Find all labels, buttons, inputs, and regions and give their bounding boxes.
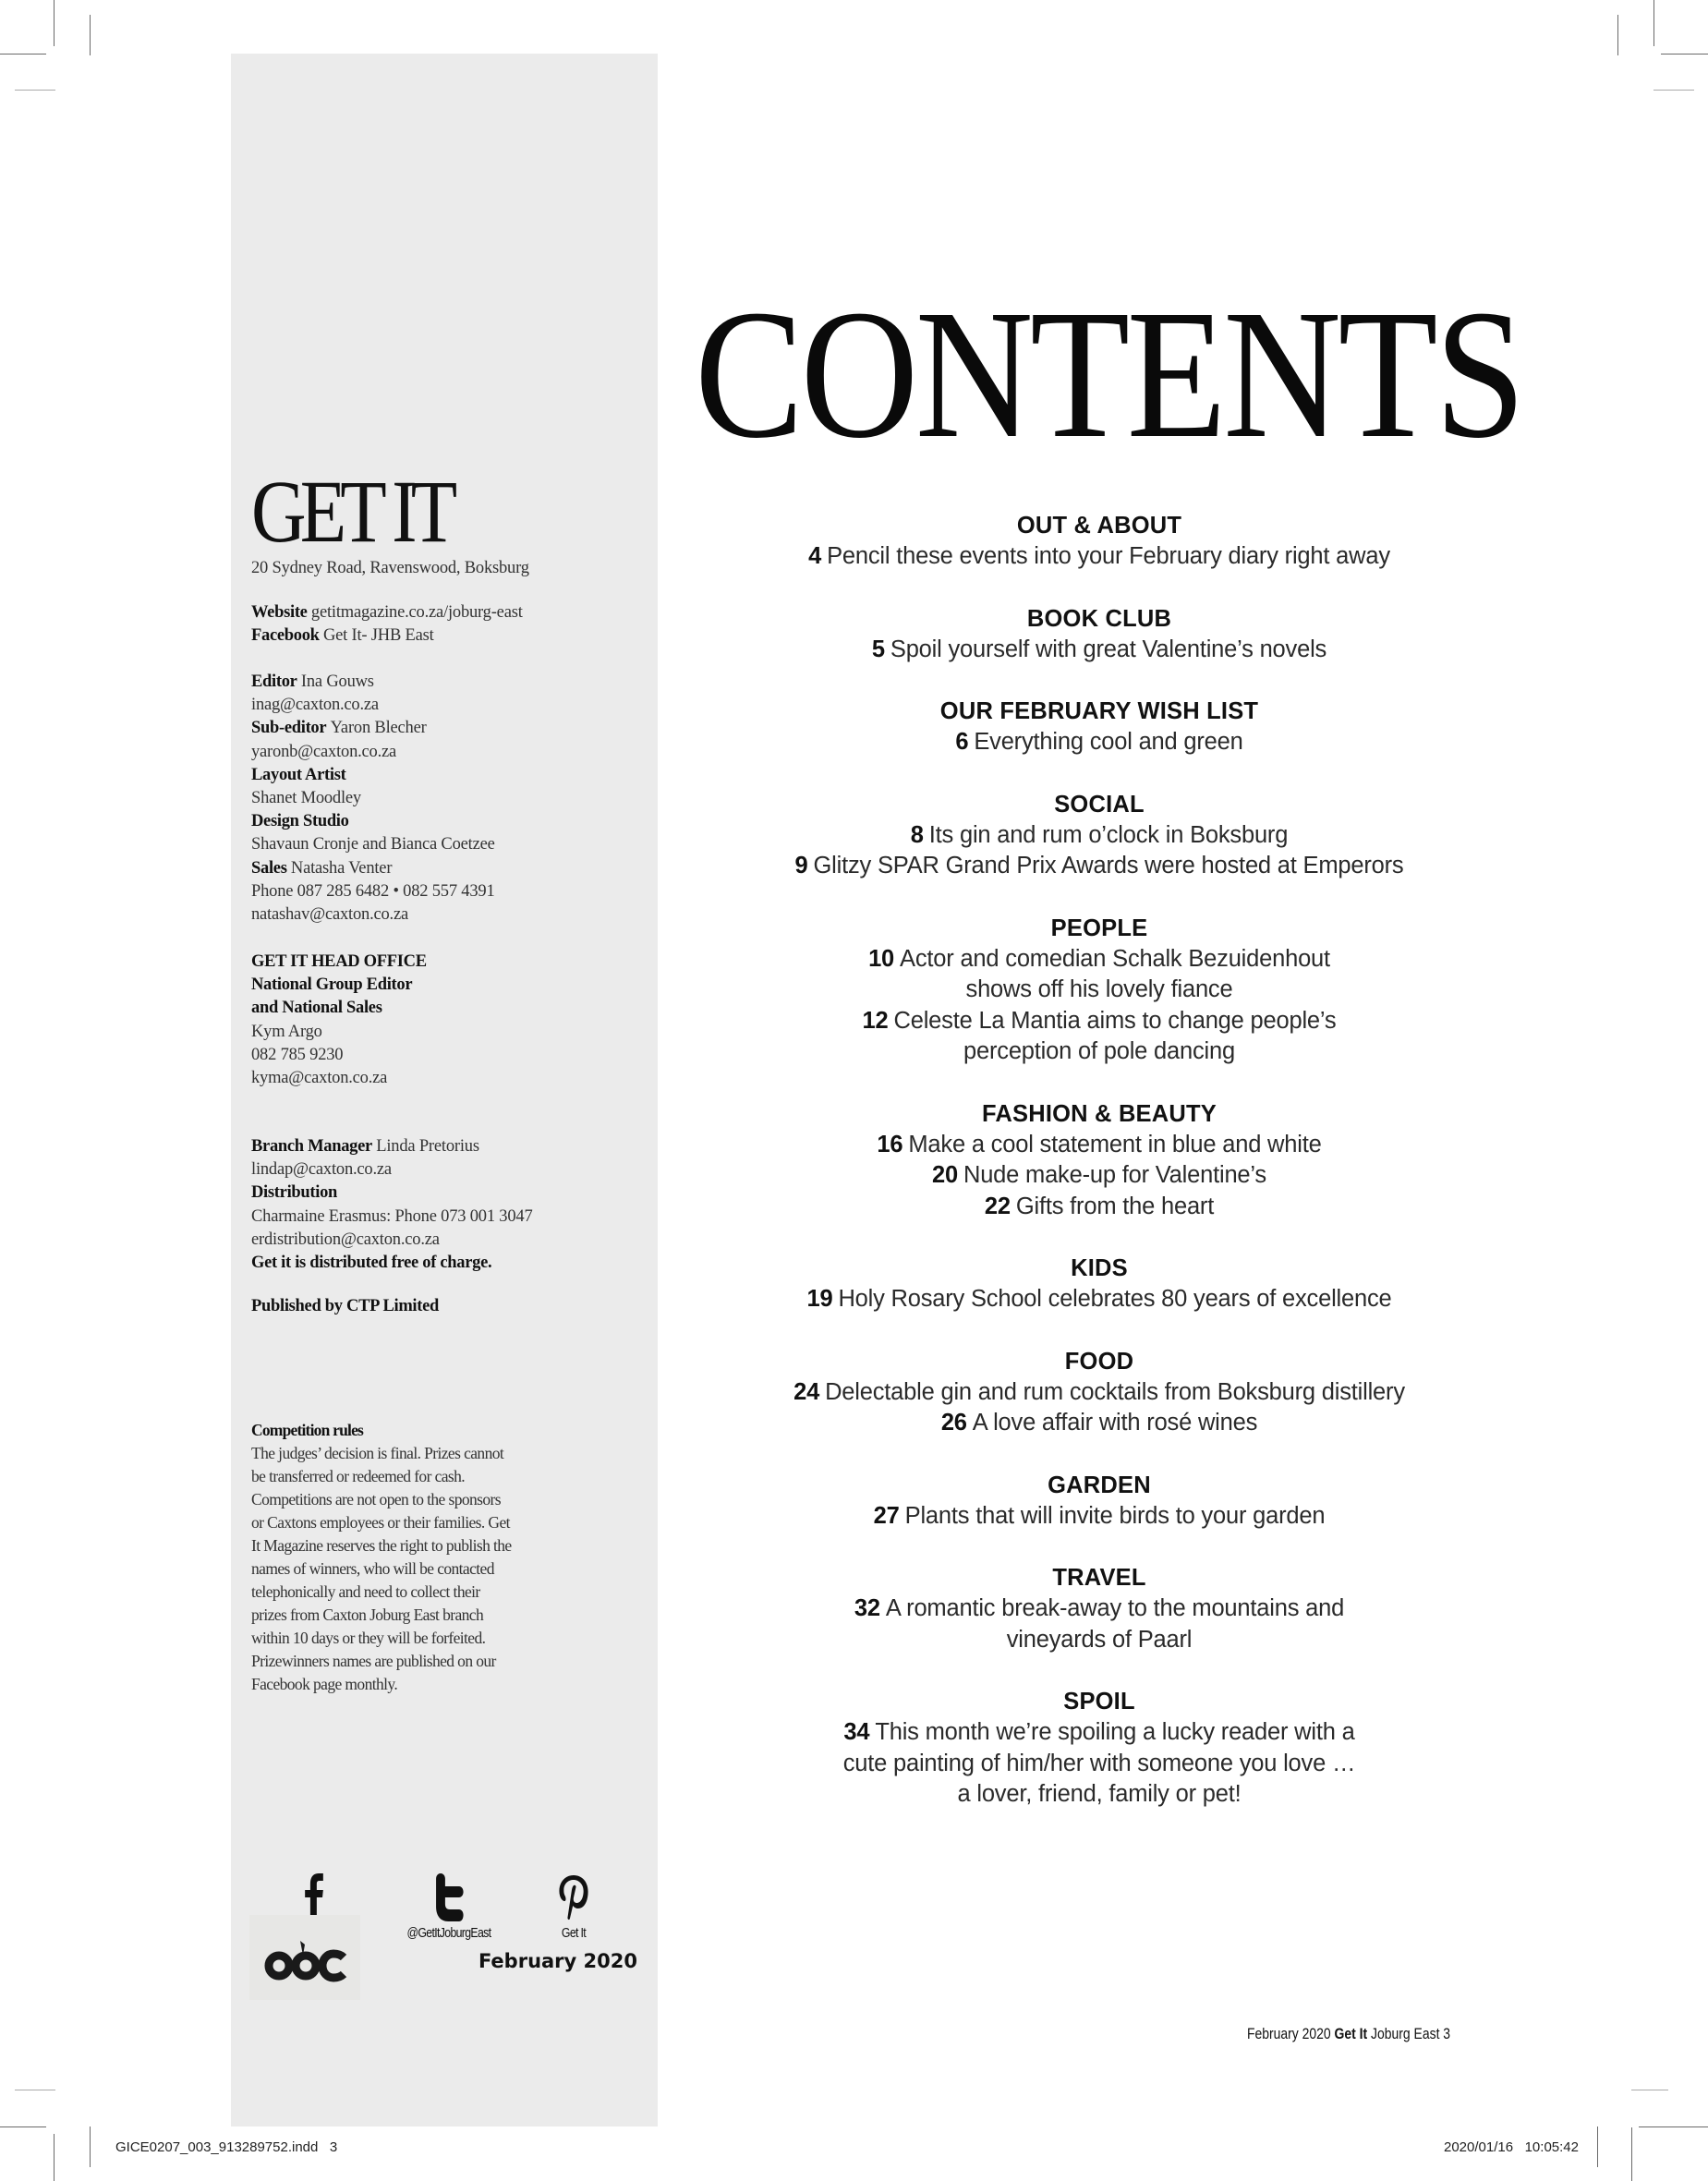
crop-mark — [1631, 2127, 1632, 2181]
toc-section — [721, 1562, 1478, 1655]
toc-page-number: 6 — [955, 729, 969, 755]
toc-page-number: 10 — [868, 945, 895, 972]
subeditor-email[interactable]: yaronb@caxton.co.za — [251, 742, 397, 761]
toc-entry[interactable] — [721, 635, 1478, 666]
toc-page-number: 5 — [871, 636, 885, 662]
distribution-email[interactable]: erdistribution@caxton.co.za — [251, 1230, 440, 1249]
competition-text: Competitions are not open to the sponsors — [251, 1490, 501, 1509]
getit-logo: GET IT — [251, 462, 452, 561]
toc-entry[interactable] — [721, 1408, 1478, 1439]
toc-page-number: 20 — [932, 1162, 958, 1188]
crop-mark — [90, 2126, 91, 2167]
toc-section — [721, 913, 1478, 1068]
toc-section-title: OUR FEBRUARY WISH LIST — [939, 698, 1259, 724]
page-title: CONTENTS — [695, 273, 1523, 477]
branch-manager-name: Linda Pretorius — [376, 1137, 479, 1156]
competition-text: be transferred or redeemed for cash. — [251, 1467, 466, 1485]
toc-entry[interactable] — [721, 1006, 1478, 1068]
abc-logo-icon — [249, 1915, 360, 2000]
head-office-role-cont: and National Sales — [251, 999, 382, 1018]
crop-mark — [15, 90, 55, 91]
slug-timestamp — [1444, 2139, 1579, 2155]
toc-entry[interactable] — [721, 1593, 1478, 1655]
facebook-label: Facebook — [251, 626, 320, 646]
competition-text: telephonically and need to collect their — [251, 1582, 480, 1601]
social-pinterest-label: Get It — [561, 1925, 587, 1941]
subeditor-name: Yaron Blecher — [330, 719, 427, 738]
toc-entry-text: Plants that will invite birds to your garden — [904, 1502, 1326, 1529]
web-links — [251, 601, 658, 648]
toc-entry[interactable] — [721, 1160, 1478, 1192]
pinterest-icon — [557, 1873, 590, 1921]
crop-mark — [0, 2126, 46, 2127]
social-links — [231, 1818, 658, 1941]
toc-section — [721, 1098, 1478, 1223]
toc-section-title: SOCIAL — [1054, 791, 1145, 818]
branch-manager-email[interactable]: lindap@caxton.co.za — [251, 1160, 392, 1180]
page-folio — [1247, 2025, 1450, 2043]
toc-section-title: FASHION & BEAUTY — [982, 1100, 1217, 1127]
layout-artist-label: Layout Artist — [251, 765, 346, 784]
sales-name: Natasha Venter — [290, 858, 393, 878]
crop-mark — [54, 0, 55, 46]
toc-page-number: 8 — [910, 821, 924, 848]
sales-email[interactable]: natashav@caxton.co.za — [251, 905, 409, 925]
slug-time: 10:05:42 — [1524, 2139, 1579, 2155]
toc-entry-text: Spoil yourself with great Valentine’s novels — [890, 636, 1327, 662]
layout-artist-name: Shanet Moodley — [251, 789, 361, 808]
crop-mark — [1639, 2126, 1708, 2127]
toc-page-number: 27 — [873, 1502, 900, 1529]
free-distribution-note: Get it is distributed free of charge. — [251, 1254, 492, 1273]
toc-entry-text: Make a cool statement in blue and white — [908, 1131, 1322, 1157]
toc-section-title: KIDS — [1071, 1255, 1128, 1281]
toc-entry[interactable] — [721, 820, 1478, 852]
toc-page-number: 4 — [808, 543, 822, 569]
toc-entry-text: Nude make-up for Valentine’s — [963, 1162, 1266, 1188]
toc-page-number: 26 — [940, 1410, 967, 1436]
toc-entry-text: A romantic break-away to the mountains and — [885, 1595, 1345, 1621]
toc-entry[interactable] — [721, 944, 1478, 1006]
staff-list — [251, 671, 658, 927]
toc-section-title: OUT & ABOUT — [1016, 513, 1182, 539]
masthead-panel — [231, 54, 658, 2126]
toc-entry-text: This month we’re spoiling a lucky reader with a — [875, 1719, 1355, 1745]
sales-label: Sales — [251, 858, 287, 878]
toc-entry[interactable] — [721, 851, 1478, 882]
subeditor-label: Sub-editor — [251, 719, 327, 738]
competition-text: Prizewinners names are published on our — [251, 1652, 496, 1670]
toc-entry-text: Delectable gin and rum cocktails from Boksburg distillery — [825, 1378, 1405, 1405]
toc-entry[interactable] — [721, 1130, 1478, 1161]
toc-section-title: TRAVEL — [1052, 1565, 1146, 1591]
toc-entry[interactable] — [721, 541, 1478, 573]
head-office — [251, 951, 658, 1090]
folio-brand: Get It — [1334, 2025, 1368, 2042]
competition-text: It Magazine reserves the right to publish the — [251, 1536, 512, 1555]
toc-section — [721, 510, 1478, 573]
toc-section — [721, 696, 1478, 758]
publisher-note: Published by CTP Limited — [251, 1297, 440, 1316]
toc-section — [721, 789, 1478, 882]
head-office-phone: 082 785 9230 — [251, 1045, 344, 1064]
toc-entry[interactable] — [721, 727, 1478, 758]
toc-entry[interactable] — [721, 1192, 1478, 1223]
folio-date: February 2020 — [1247, 2025, 1335, 2042]
crop-mark — [1597, 2126, 1598, 2167]
toc-section-title: GARDEN — [1048, 1472, 1151, 1498]
sales-phone: Phone 087 285 6482 • 082 557 4391 — [251, 881, 495, 901]
toc-section — [721, 1470, 1478, 1533]
toc-page-number: 22 — [984, 1193, 1011, 1219]
toc-entry[interactable] — [721, 1284, 1478, 1315]
toc-entry-text: A love affair with rosé wines — [972, 1410, 1258, 1436]
distribution-label: Distribution — [251, 1183, 338, 1203]
toc-page-number: 24 — [793, 1378, 820, 1405]
toc-entry-text: Its gin and rum o’clock in Boksburg — [928, 821, 1289, 848]
slug-filename: GICE0207_003_913289752.indd 3 — [115, 2139, 338, 2155]
issue-date: February 2020 — [478, 1950, 637, 1972]
competition-text: The judges’ decision is final. Prizes cannot — [251, 1444, 504, 1462]
toc-entry-text: Gifts from the heart — [1015, 1193, 1215, 1219]
editor-name: Ina Gouws — [300, 672, 374, 691]
editor-email[interactable]: inag@caxton.co.za — [251, 696, 379, 715]
toc-entry[interactable] — [721, 1717, 1478, 1811]
toc-section — [721, 1686, 1478, 1811]
toc-entry-text: Everything cool and green — [974, 729, 1243, 755]
facebook-icon — [304, 1873, 323, 1920]
toc-page-number: 9 — [794, 853, 808, 878]
crop-mark — [0, 54, 46, 55]
toc-entry-text: shows off his lovely fiance — [965, 976, 1233, 1002]
toc-entry-text: perception of pole dancing — [963, 1038, 1235, 1064]
crop-mark — [1617, 15, 1618, 55]
toc-entry-text: vineyards of Paarl — [1006, 1626, 1193, 1653]
crop-mark — [1661, 54, 1708, 55]
slug-date: 2020/01/16 — [1444, 2139, 1514, 2155]
address-text: 20 Sydney Road, Ravenswood, Boksburg — [251, 559, 529, 577]
competition-text: within 10 days or they will be forfeited. — [251, 1629, 486, 1647]
toc-section — [721, 1346, 1478, 1439]
toc-entry-text: a lover, friend, family or pet! — [957, 1781, 1242, 1807]
editor-label: Editor — [251, 672, 297, 691]
social-twitter-label: @GetItJoburgEast — [406, 1925, 491, 1941]
branch-info — [251, 1135, 658, 1318]
competition-rules — [251, 1419, 639, 1696]
table-of-contents — [721, 510, 1478, 1841]
head-office-heading: GET IT HEAD OFFICE — [251, 952, 427, 971]
facebook-link[interactable]: Get It- JHB East — [322, 626, 434, 646]
address — [251, 557, 658, 580]
folio-edition-page: Joburg East 3 — [1367, 2025, 1451, 2042]
competition-heading: Competition rules — [251, 1421, 364, 1439]
toc-section — [721, 603, 1478, 666]
abc-logo — [249, 1915, 360, 2000]
toc-entry-text: Celeste La Mantia aims to change people’s — [893, 1007, 1337, 1034]
crop-mark — [54, 2134, 55, 2181]
toc-page-number: 16 — [877, 1131, 903, 1157]
toc-entry[interactable] — [721, 1377, 1478, 1409]
competition-text: names of winners, who will be contacted — [251, 1559, 494, 1578]
toc-section-title: PEOPLE — [1050, 915, 1148, 941]
toc-entry-text: Glitzy SPAR Grand Prix Awards were hosted at Emperors — [813, 853, 1404, 878]
toc-section-title: BOOK CLUB — [1026, 605, 1172, 632]
distribution-contact: Charmaine Erasmus: Phone 073 001 3047 — [251, 1206, 533, 1226]
toc-entry[interactable] — [721, 1501, 1478, 1533]
design-studio-label: Design Studio — [251, 812, 349, 831]
branch-manager-label: Branch Manager — [251, 1137, 372, 1156]
toc-page-number: 12 — [862, 1007, 889, 1034]
competition-text: Facebook page monthly. — [251, 1675, 398, 1693]
competition-text: or Caxtons employees or their families. Get — [251, 1513, 510, 1532]
head-office-role: National Group Editor — [251, 975, 413, 995]
toc-page-number: 32 — [854, 1595, 880, 1621]
website-label: Website — [251, 603, 308, 622]
head-office-name: Kym Argo — [251, 1022, 322, 1041]
toc-page-number: 19 — [806, 1286, 833, 1312]
toc-entry-text: Holy Rosary School celebrates 80 years of excellence — [838, 1286, 1392, 1312]
toc-section — [721, 1253, 1478, 1315]
social-twitter[interactable] — [396, 1873, 503, 1941]
social-pinterest[interactable] — [532, 1873, 615, 1941]
toc-page-number: 34 — [843, 1719, 870, 1745]
twitter-icon — [434, 1873, 465, 1921]
crop-mark — [1653, 0, 1654, 46]
toc-section-title: SPOIL — [1063, 1689, 1135, 1715]
toc-entry-text: cute painting of him/her with someone you love … — [842, 1750, 1356, 1776]
crop-mark — [90, 15, 91, 55]
crop-mark — [1653, 90, 1694, 91]
competition-text: prizes from Caxton Joburg East branch — [251, 1605, 484, 1624]
toc-section-title: FOOD — [1064, 1348, 1134, 1375]
toc-entry-text: Pencil these events into your February diary right away — [827, 543, 1390, 569]
toc-entry-text: Actor and comedian Schalk Bezuidenhout — [900, 945, 1330, 972]
head-office-email[interactable]: kyma@caxton.co.za — [251, 1069, 388, 1088]
design-studio-names: Shavaun Cronje and Bianca Coetzee — [251, 835, 495, 854]
website-link[interactable]: getitmagazine.co.za/joburg-east — [310, 603, 523, 622]
